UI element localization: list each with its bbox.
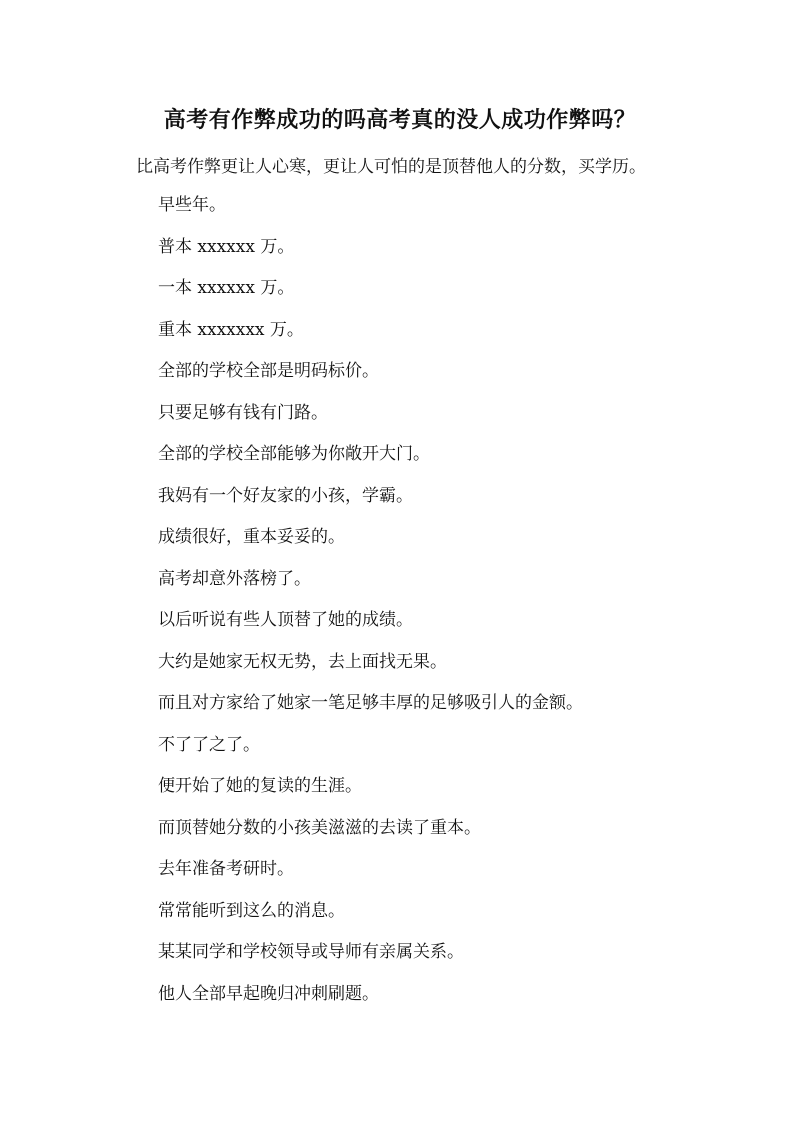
paragraph: 全部的学校全部能够为你敞开大门。: [158, 444, 430, 464]
intro-paragraph: 比高考作弊更让人心寒，更让人可怕的是顶替他人的分数，买学历。: [136, 157, 646, 177]
paragraph: 重本 xxxxxxx 万。: [158, 319, 304, 340]
paragraph: 不了了之了。: [158, 734, 260, 755]
paragraph: 一本 xxxxxx 万。: [158, 278, 295, 298]
paragraph: 便开始了她的复读的生涯。: [158, 776, 362, 796]
paragraph: 而且对方家给了她家一笔足够丰厚的足够吸引人的金额。: [158, 693, 583, 713]
paragraph: 成绩很好，重本妥妥的。: [158, 527, 345, 547]
document-title: 高考有作弊成功的吗高考真的没人成功作弊吗？: [163, 107, 637, 133]
paragraph: 他人全部早起晚归冲刺刷题。: [158, 983, 379, 1004]
paragraph: 我妈有一个好友家的小孩，学霸。: [158, 485, 413, 506]
paragraph: 大约是她家无权无势，去上面找无果。: [158, 651, 447, 672]
paragraph: 而顶替她分数的小孩美滋滋的去读了重本。: [158, 817, 481, 838]
paragraph: 早些年。: [158, 195, 226, 215]
paragraph: 只要足够有钱有门路。: [158, 402, 328, 423]
paragraph: 全部的学校全部是明码标价。: [158, 361, 379, 381]
paragraph: 以后听说有些人顶替了她的成绩。: [158, 610, 413, 630]
paragraph-list: [158, 193, 583, 1023]
paragraph: 去年准备考研时。: [158, 859, 294, 879]
paragraph: 常常能听到这么的消息。: [158, 900, 345, 921]
paragraph: 高考却意外落榜了。: [158, 568, 311, 589]
paragraph: 某某同学和学校领导或导师有亲属关系。: [158, 942, 464, 962]
paragraph: 普本 xxxxxx 万。: [158, 236, 295, 257]
